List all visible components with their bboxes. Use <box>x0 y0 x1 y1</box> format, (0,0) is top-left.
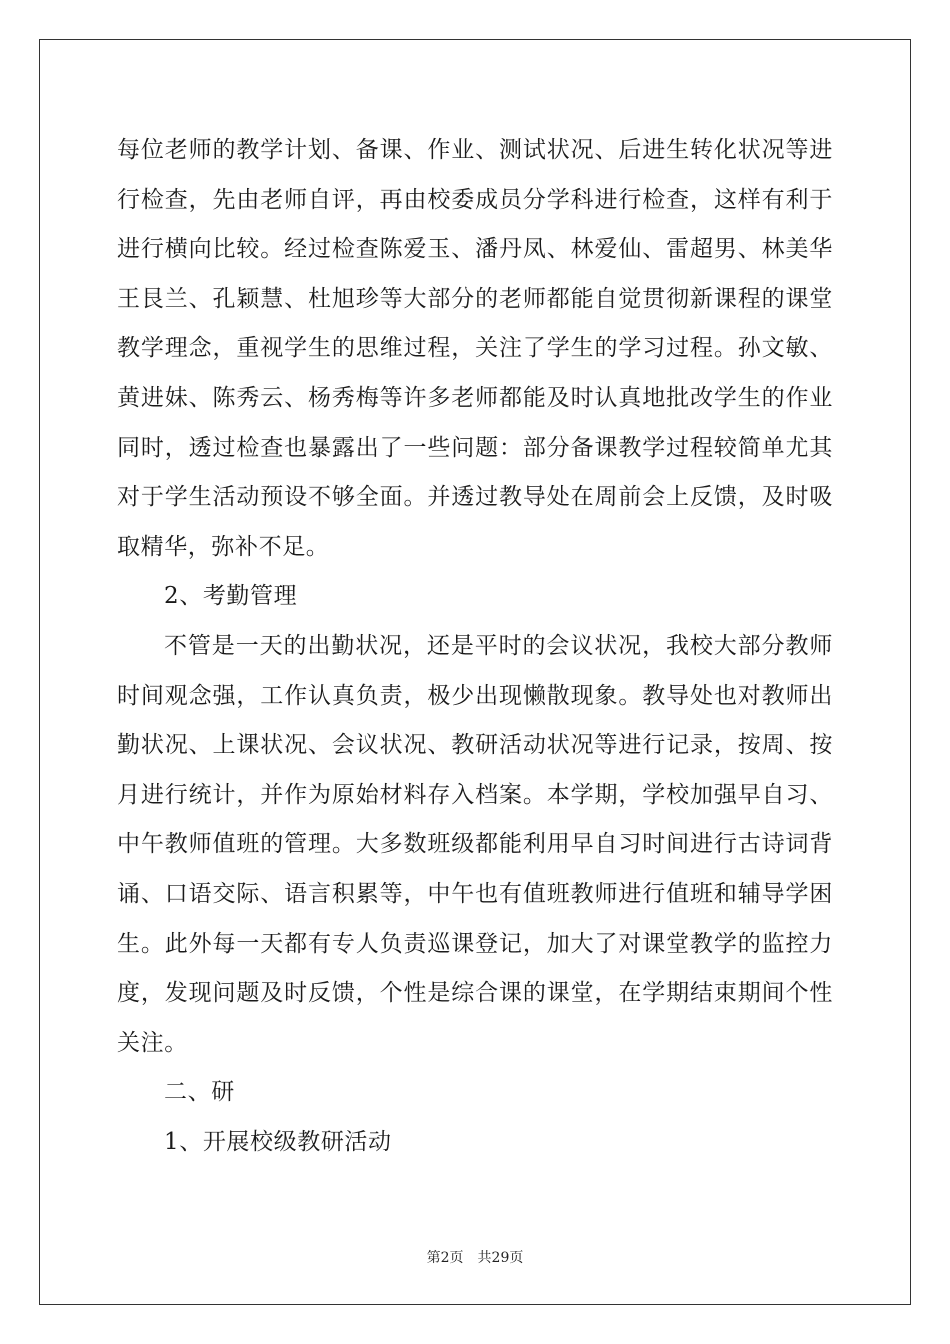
text-line: 月进行统计，并作为原始材料存入档案。本学期，学校加强早自习、 <box>117 781 833 808</box>
section-heading: 二、研 <box>164 1079 235 1106</box>
text-line: 诵、口语交际、语言积累等，中午也有值班教师进行值班和辅导学困 <box>117 880 833 907</box>
text-line: 同时，透过检查也暴露出了一些问题：部分备课教学过程较简单尤其 <box>117 434 833 461</box>
document-body <box>117 126 833 1167</box>
page-footer <box>0 1247 950 1267</box>
text-line: 关注。 <box>117 1029 188 1056</box>
text-line: 王艮兰、孔颖慧、杜旭珍等大部分的老师都能自觉贯彻新课程的课堂 <box>117 285 833 312</box>
text-line: 中午教师值班的管理。大多数班级都能利用早自习时间进行古诗词背 <box>117 831 833 858</box>
text-line: 生。此外每一天都有专人负责巡课登记，加大了对课堂教学的监控力 <box>117 930 833 957</box>
text-line: 勤状况、上课状况、会议状况、教研活动状况等进行记录，按周、按 <box>117 732 833 759</box>
text-line: 行检查，先由老师自评，再由校委成员分学科进行检查，这样有利于 <box>117 186 833 213</box>
text-line: 时间观念强，工作认真负责，极少出现懒散现象。教导处也对教师出 <box>117 682 833 709</box>
section-heading: 1、开展校级教研活动 <box>164 1128 392 1155</box>
text-line: 黄进妹、陈秀云、杨秀梅等许多老师都能及时认真地批改学生的作业 <box>117 384 833 411</box>
text-line: 每位老师的教学计划、备课、作业、测试状况、后进生转化状况等进 <box>117 137 833 163</box>
page-number: 第2页 <box>426 1250 464 1266</box>
section-heading: 2、考勤管理 <box>164 583 298 610</box>
text-line: 度，发现问题及时反馈，个性是综合课的课堂，在学期结束期间个性 <box>117 980 833 1007</box>
text-line: 对于学生活动预设不够全面。并透过教导处在周前会上反馈，及时吸 <box>117 484 833 511</box>
text-line: 教学理念，重视学生的思维过程，关注了学生的学习过程。孙文敏、 <box>117 335 833 362</box>
page-total: 共29页 <box>477 1250 524 1266</box>
text-line: 取精华，弥补不足。 <box>117 533 330 560</box>
text-line: 进行横向比较。经过检查陈爱玉、潘丹凤、林爱仙、雷超男、林美华 <box>117 236 833 263</box>
text-line: 不管是一天的出勤状况，还是平时的会议状况，我校大部分教师 <box>164 632 833 659</box>
